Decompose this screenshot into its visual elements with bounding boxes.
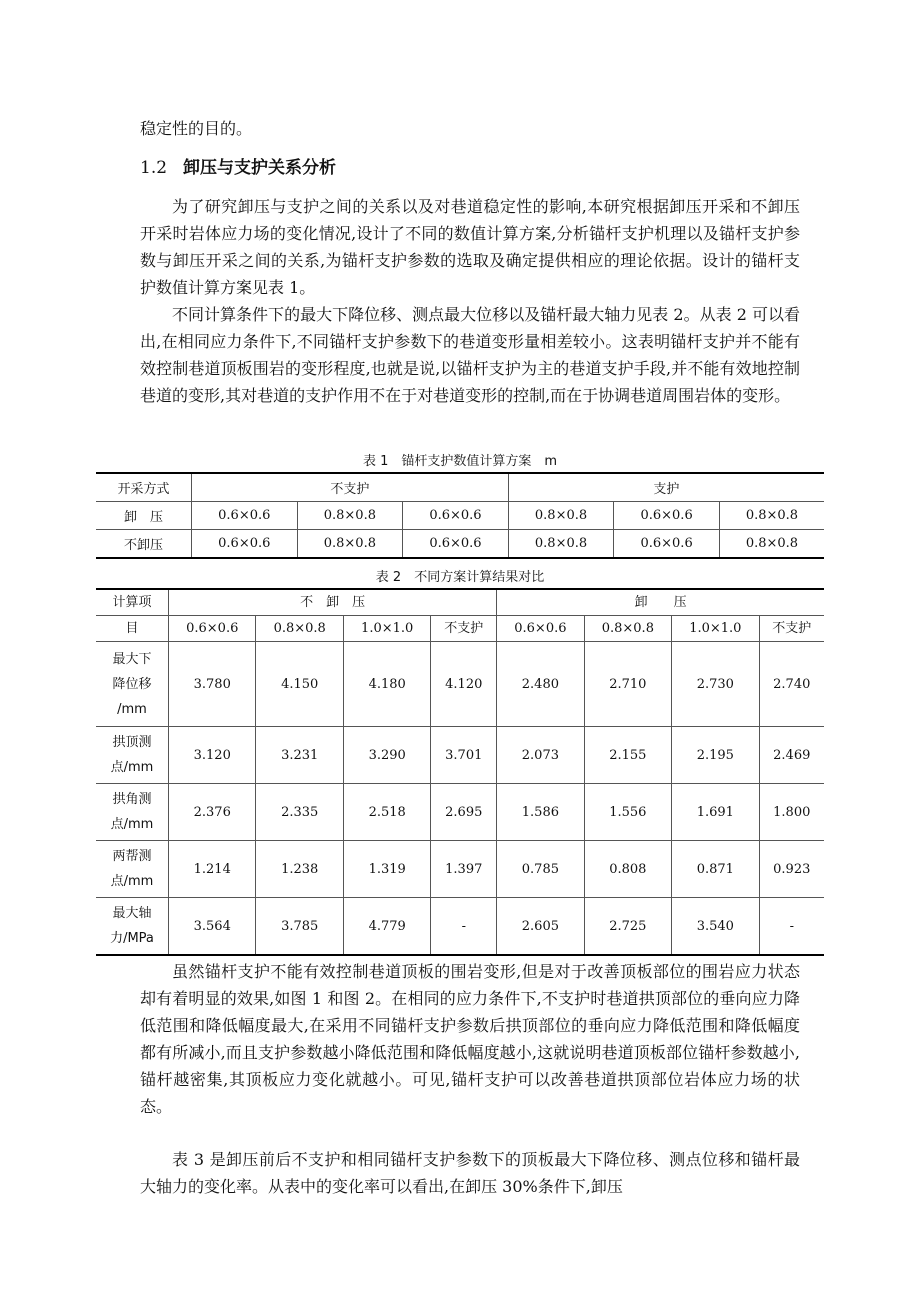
table2-cell: 2.073 [497, 727, 584, 784]
table2-subcol: 不支护 [431, 616, 497, 642]
table1-row-label: 卸 压 [96, 502, 192, 530]
table2-subcol: 0.8×0.8 [584, 616, 671, 642]
table2-subcol: 0.8×0.8 [256, 616, 343, 642]
table2-subcol: 0.6×0.6 [497, 616, 584, 642]
table2-header-item-line1: 计算项 [96, 589, 169, 616]
table2-cell: 3.780 [169, 642, 256, 727]
table2-cell: 1.586 [497, 784, 584, 841]
table2-subcol: 1.0×1.0 [672, 616, 759, 642]
table2-cell: 2.740 [759, 642, 824, 727]
table-row [96, 642, 824, 727]
table1-header-method: 开采方式 [96, 473, 192, 502]
paragraph-2: 不同计算条件下的最大下降位移、测点最大位移以及锚杆最大轴力见表 2。从表 2 可以看出,在相同应力条件下,不同锚杆支护参数下的巷道变形量相差较小。这表明锚杆支护并不能有效控制巷道顶板围岩的变形程度,也就是说,以锚杆支护为主的巷道支护手段,并不能有效地控制巷道的变形,其对巷道的支护作用不在于对巷道变形的控制,而在于协调巷道周围岩体的变形。 [140, 305, 800, 405]
label-line: 最大下 [112, 651, 152, 667]
table1-cell: 0.6×0.6 [192, 502, 298, 530]
section-title: 卸压与支护关系分析 [183, 158, 337, 178]
table2-cell: 3.540 [672, 898, 759, 956]
table2-cell: 2.730 [672, 642, 759, 727]
table2-cell: 3.785 [256, 898, 343, 956]
table2-header-group-no-relief: 不 卸 压 [169, 589, 497, 616]
table2-row-label [96, 727, 169, 784]
paragraph-3: 虽然锚杆支护不能有效控制巷道顶板的围岩变形,但是对于改善顶板部位的围岩应力状态却有着明显的效果,如图 1 和图 2。在相同的应力条件下,不支护时巷道拱顶部位的垂向应力降低范围和降低幅度最大,在采用不同锚杆支护参数后拱顶部位的垂向应力降低范围和降低幅度都有所减小,而且支护参数越小降低范围和降低幅度越小,这就说明巷道顶板部位锚杆参数越小,锚杆越密集,其顶板应力变化就越小。可见,锚杆支护可以改善巷道拱顶部位岩体应力场的状态。 [140, 962, 800, 1116]
table1-cell: 0.6×0.6 [403, 530, 509, 559]
table2-cell: 3.290 [343, 727, 430, 784]
section-heading [140, 153, 336, 178]
table2-cell: 2.195 [672, 727, 759, 784]
table2-header-item-line2: 目 [96, 616, 169, 642]
table1-cell: 0.6×0.6 [192, 530, 298, 559]
table1-row-label: 不卸压 [96, 530, 192, 559]
label-line: 点/mm [110, 760, 154, 775]
table-row [96, 784, 824, 841]
table2-header-group-relief: 卸 压 [497, 589, 824, 616]
section-number: 1.2 [140, 158, 168, 178]
table2-caption: 表 2 不同方案计算结果对比 [375, 570, 545, 585]
table2-row-label [96, 898, 169, 956]
label-line: 最大轴 [112, 906, 152, 921]
paragraph-4: 表 3 是卸压前后不支护和相同锚杆支护参数下的顶板最大下降位移、测点位移和锚杆最大轴力的变化率。从表中的变化率可以看出,在卸压 30%条件下,卸压 [140, 1150, 800, 1196]
table1-cell: 0.8×0.8 [719, 530, 824, 559]
table1-cell: 0.8×0.8 [297, 502, 403, 530]
table-row [96, 898, 824, 956]
table1-cell: 0.6×0.6 [614, 502, 720, 530]
table2-cell: 2.335 [256, 784, 343, 841]
table2-cell: 4.150 [256, 642, 343, 727]
table1-cell: 0.8×0.8 [297, 530, 403, 559]
table2-cell: 2.469 [759, 727, 824, 784]
table2-cell: 2.155 [584, 727, 671, 784]
table1-header-group-no-support: 不支护 [192, 473, 509, 502]
table2-cell: 1.214 [169, 841, 256, 898]
label-line: 两帮测 [112, 849, 152, 864]
label-line: 点/mm [110, 817, 154, 832]
table2-row-label [96, 784, 169, 841]
table2-cell: 2.710 [584, 642, 671, 727]
paragraph-fragment: 稳定性的目的。 [140, 119, 253, 138]
table2-cell: - [759, 898, 824, 956]
table2-subcol: 不支护 [759, 616, 824, 642]
table1-cell: 0.8×0.8 [719, 502, 824, 530]
table1 [96, 472, 824, 559]
table-row [96, 841, 824, 898]
table2-row-label [96, 642, 169, 727]
table1-caption: 表 1 锚杆支护数值计算方案 m [362, 454, 558, 469]
table-row [96, 502, 824, 530]
table2-cell: 3.120 [169, 727, 256, 784]
table-row [96, 727, 824, 784]
label-line: 拱角测 [112, 792, 152, 807]
table2-cell: 2.695 [431, 784, 497, 841]
table2-cell: - [431, 898, 497, 956]
table-row [96, 530, 824, 559]
table2-cell: 1.556 [584, 784, 671, 841]
table2-row-label [96, 841, 169, 898]
table1-cell: 0.6×0.6 [403, 502, 509, 530]
table2-cell: 2.376 [169, 784, 256, 841]
table2-subcol: 0.6×0.6 [169, 616, 256, 642]
label-line: 点/mm [110, 874, 154, 889]
table1-header-group-support: 支护 [508, 473, 824, 502]
paragraph-1: 为了研究卸压与支护之间的关系以及对巷道稳定性的影响,本研究根据卸压开采和不卸压开采时岩体应力场的变化情况,设计了不同的数值计算方案,分析锚杆支护机理以及锚杆支护参数与卸压开采之间的关系,为锚杆支护参数的选取及确定提供相应的理论依据。设计的锚杆支护数值计算方案见表 1。 [140, 197, 800, 297]
table2-cell: 3.701 [431, 727, 497, 784]
label-line: 力/MPa [110, 931, 154, 946]
table2-cell: 1.800 [759, 784, 824, 841]
table2 [96, 588, 824, 956]
table2-cell: 3.564 [169, 898, 256, 956]
label-line: /mm [117, 701, 147, 717]
table2-cell: 0.923 [759, 841, 824, 898]
table2-subcol: 1.0×1.0 [343, 616, 430, 642]
table1-cell: 0.8×0.8 [508, 530, 614, 559]
table2-cell: 1.319 [343, 841, 430, 898]
table2-cell: 2.725 [584, 898, 671, 956]
table2-cell: 2.605 [497, 898, 584, 956]
label-line: 降位移 [112, 676, 152, 692]
table2-cell: 3.231 [256, 727, 343, 784]
table1-cell: 0.8×0.8 [508, 502, 614, 530]
table2-cell: 1.238 [256, 841, 343, 898]
table2-cell: 4.120 [431, 642, 497, 727]
table2-cell: 0.871 [672, 841, 759, 898]
label-line: 拱顶测 [112, 735, 152, 750]
table2-cell: 2.480 [497, 642, 584, 727]
table2-cell: 2.518 [343, 784, 430, 841]
table1-cell: 0.6×0.6 [614, 530, 720, 559]
table2-cell: 4.779 [343, 898, 430, 956]
table2-cell: 1.397 [431, 841, 497, 898]
table2-cell: 0.808 [584, 841, 671, 898]
table2-cell: 1.691 [672, 784, 759, 841]
table2-cell: 4.180 [343, 642, 430, 727]
table2-cell: 0.785 [497, 841, 584, 898]
